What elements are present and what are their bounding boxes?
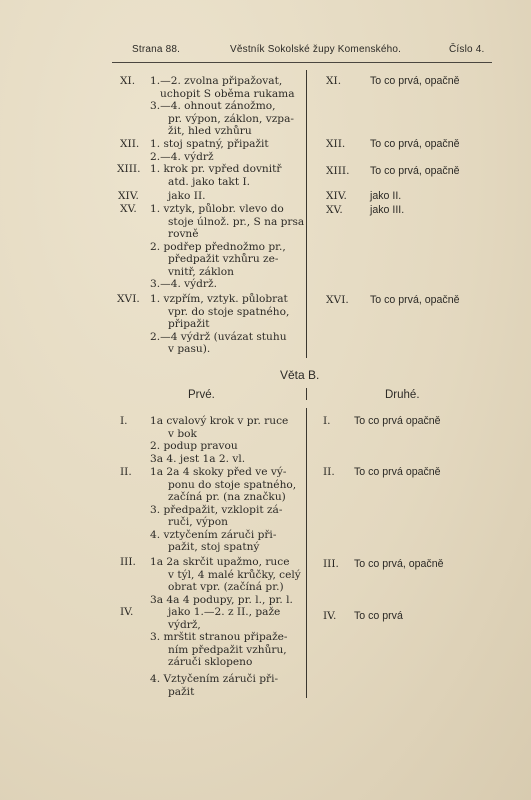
text-line: 3.—4. ohnout zánožmo,: [150, 100, 276, 112]
text-line: žit, hled vzhůru: [168, 125, 252, 137]
row-number: XIII.: [117, 163, 141, 175]
text-line: To co prvá, opačně: [370, 165, 460, 177]
text-line: 4. vztyčením záruči při-: [150, 528, 277, 541]
row-number: XIII.: [326, 165, 350, 177]
row-number: XI.: [120, 75, 136, 87]
text-line: předpažit vzhůru ze-: [168, 253, 279, 265]
column-divider-short: [306, 388, 307, 400]
text-line: 3a 4a 4 podupy, pr. l., pr. l.: [150, 593, 293, 606]
row-number: XII.: [120, 138, 140, 150]
section-title: Věta B.: [280, 368, 320, 382]
text-line: 1a 2a skrčit upažmo, ruce: [150, 556, 290, 568]
text-line: 1a 2a 4 skoky před ve vý-: [150, 466, 287, 478]
text-line: 1. vzpřím, vztyk. půlobrat: [150, 293, 288, 305]
text-line: To co prvá opačně: [354, 466, 441, 478]
text-line: 3.—4. výdrž.: [150, 278, 217, 290]
row-number: II.: [120, 466, 132, 478]
page-number: Strana 88.: [132, 44, 181, 55]
row-number: XIV.: [118, 190, 139, 202]
text-line: 3. mrštit stranou připaže-: [150, 631, 288, 643]
text-line: ním předpažit vzhůru,: [168, 643, 287, 656]
text-line: To co prvá, opačně: [370, 294, 460, 306]
text-line: jako II.: [370, 190, 402, 202]
header-rule: [112, 62, 492, 63]
row-number: XV.: [120, 203, 137, 215]
row-number: III.: [120, 556, 136, 568]
text-line: v bok: [168, 427, 197, 440]
text-line: 3. předpažit, vzklopit zá-: [150, 503, 283, 516]
text-line: jako III.: [370, 204, 405, 216]
issue-number: Číslo 4.: [449, 44, 485, 55]
text-line: pr. výpon, záklon, vzpa-: [168, 112, 294, 125]
row-number: XI.: [326, 75, 342, 87]
text-line: 2.—4 výdrž (uvázat stuhu: [150, 330, 287, 343]
row-number: IV.: [323, 610, 337, 622]
text-line: ruči, výpon: [168, 516, 228, 528]
text-line: v pasu).: [168, 343, 211, 355]
text-line: atd. jako takt I.: [168, 175, 251, 188]
text-line: To co prvá opačně: [354, 415, 441, 427]
row-number: IV.: [120, 606, 134, 618]
row-number: XVI.: [326, 294, 349, 306]
text-line: jako II.: [168, 190, 206, 202]
journal-title: Věstník Sokolské župy Komenského.: [230, 44, 402, 55]
text-line: 1.—2. zvolna připažovat,: [150, 75, 283, 87]
text-line: pažit: [168, 685, 195, 698]
text-line: To co prvá, opačně: [370, 75, 460, 87]
row-number: I.: [120, 415, 128, 427]
row-number: XV.: [326, 204, 343, 216]
text-line: 4. Vztyčením záruči při-: [150, 673, 279, 685]
text-line: 1a cvalový krok v pr. ruce: [150, 415, 289, 427]
row-number: XIV.: [326, 190, 347, 202]
text-line: vpr. do stoje spatného,: [168, 305, 290, 318]
text-line: 2. podřep přednožmo pr.,: [150, 240, 286, 253]
column-title-right: Druhé.: [385, 389, 420, 401]
text-line: začíná pr. (na značku): [168, 491, 286, 503]
text-line: 2.—4. výdrž: [150, 150, 214, 163]
row-number: XII.: [326, 138, 346, 150]
text-line: To co prvá: [354, 610, 403, 622]
column-divider: [306, 408, 307, 698]
text-line: rovně: [168, 228, 199, 240]
text-line: uchopit S oběma rukama: [160, 87, 295, 100]
text-line: To co prvá, opačně: [370, 138, 460, 150]
column-title-left: Prvé.: [188, 389, 215, 401]
text-line: v týl, 4 malé krůčky, celý: [168, 568, 301, 581]
text-line: 1. vztyk, půlobr. vlevo do: [150, 203, 284, 215]
text-line: To co prvá, opačně: [354, 558, 444, 570]
text-line: stoje úlnož. pr., S na prsa: [168, 215, 305, 228]
text-line: ponu do stoje spatného,: [168, 478, 297, 491]
text-line: vnitř, záklon: [168, 265, 234, 278]
row-number: III.: [323, 558, 339, 570]
text-line: obrat vpr. (začíná pr.): [168, 581, 284, 593]
text-line: připažit: [168, 318, 210, 330]
row-number: II.: [323, 466, 335, 478]
text-line: 3a 4. jest 1a 2. vl.: [150, 452, 246, 465]
row-number: XVI.: [117, 293, 140, 305]
text-line: výdrž,: [168, 618, 201, 631]
text-line: 1. stoj spatný, připažit: [150, 138, 269, 150]
text-line: záruči sklopeno: [168, 656, 253, 668]
text-line: jako 1.—2. z II., paže: [168, 606, 281, 618]
column-divider: [306, 70, 307, 358]
text-line: pažit, stoj spatný: [168, 541, 260, 553]
text-line: 1. krok pr. vpřed dovnitř: [150, 163, 282, 175]
text-line: 2. podup pravou: [150, 440, 238, 452]
row-number: I.: [323, 415, 331, 427]
